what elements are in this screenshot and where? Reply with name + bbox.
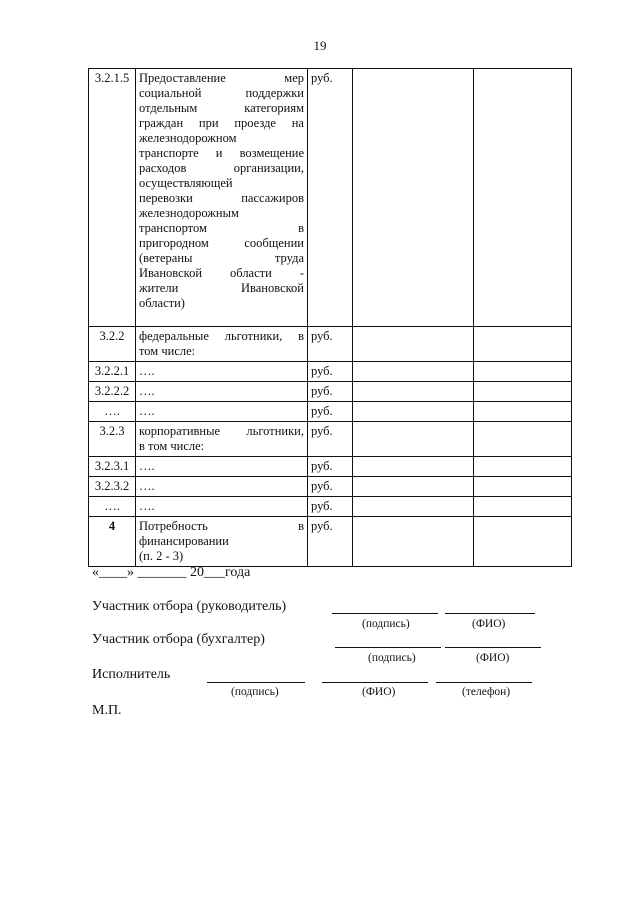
row-code: 3.2.2.2: [89, 382, 136, 402]
empty-cell: [474, 402, 572, 422]
row-unit: руб.: [308, 382, 353, 402]
empty-cell: [353, 422, 474, 457]
row-description: ….: [136, 457, 308, 477]
fio-caption: (ФИО): [476, 652, 510, 664]
fio-caption: (ФИО): [472, 618, 506, 630]
table-row: [89, 457, 572, 477]
empty-cell: [474, 477, 572, 497]
row-description: ….: [136, 382, 308, 402]
date-line: «____» _______ 20___года: [92, 565, 251, 580]
table-row: [89, 382, 572, 402]
fio-line: [445, 647, 541, 648]
signature-caption: (подпись): [362, 618, 410, 630]
empty-cell: [353, 402, 474, 422]
row-unit: руб.: [308, 477, 353, 497]
empty-cell: [353, 457, 474, 477]
table-row: [89, 497, 572, 517]
row-unit: руб.: [308, 402, 353, 422]
table-row: [89, 402, 572, 422]
row-code: 3.2.1.5: [89, 69, 136, 327]
empty-cell: [353, 327, 474, 362]
participant-head-label: Участник отбора (руководитель): [92, 599, 287, 614]
empty-cell: [353, 517, 474, 567]
empty-cell: [353, 362, 474, 382]
row-description: Предоставление мер социальной поддержки отдельным категориям граждан при проезде на железнодорожном транспорте и возмещение расходов организации, осуществляющей перевозки пассажиров железнодорожным транспортом в пригородном сообщении (ветераны труда Ивановской области - жители Ивановской области): [136, 69, 308, 327]
signature-caption: (подпись): [368, 652, 416, 664]
row-unit: руб.: [308, 457, 353, 477]
table-row: [89, 517, 572, 567]
table-row: [89, 69, 572, 327]
fio-line: [322, 682, 428, 683]
empty-cell: [474, 457, 572, 477]
page-number: 19: [313, 38, 327, 53]
row-code: ….: [89, 497, 136, 517]
empty-cell: [353, 477, 474, 497]
row-code: 3.2.3.1: [89, 457, 136, 477]
row-code: 3.2.3.2: [89, 477, 136, 497]
row-unit: руб.: [308, 362, 353, 382]
row-code: 4: [89, 517, 136, 567]
stamp-label: М.П.: [92, 703, 122, 718]
table-row: [89, 477, 572, 497]
empty-cell: [474, 327, 572, 362]
row-unit: руб.: [308, 422, 353, 457]
row-unit: руб.: [308, 517, 353, 567]
signature-caption: (подпись): [231, 686, 279, 698]
empty-cell: [474, 517, 572, 567]
empty-cell: [353, 69, 474, 327]
empty-cell: [474, 362, 572, 382]
empty-cell: [474, 69, 572, 327]
row-description: ….: [136, 477, 308, 497]
participant-accountant-label: Участник отбора (бухгалтер): [92, 632, 265, 647]
table-row: [89, 362, 572, 382]
table-row: [89, 422, 572, 457]
row-code: 3.2.2: [89, 327, 136, 362]
row-description: корпоративные льготники, в том числе:: [136, 422, 308, 457]
row-unit: руб.: [308, 69, 353, 327]
empty-cell: [474, 497, 572, 517]
row-description: ….: [136, 497, 308, 517]
row-description: ….: [136, 362, 308, 382]
row-description: федеральные льготники, в том числе:: [136, 327, 308, 362]
empty-cell: [474, 422, 572, 457]
data-table: [88, 68, 572, 567]
empty-cell: [353, 382, 474, 402]
fio-line: [445, 613, 535, 614]
row-description: ….: [136, 402, 308, 422]
row-code: 3.2.2.1: [89, 362, 136, 382]
row-unit: руб.: [308, 327, 353, 362]
phone-line: [436, 682, 532, 683]
phone-caption: (телефон): [462, 686, 511, 698]
empty-cell: [474, 382, 572, 402]
fio-caption: (ФИО): [362, 686, 396, 698]
table-row: [89, 327, 572, 362]
row-description: Потребность в финансировании (п. 2 - 3): [136, 517, 308, 567]
empty-cell: [353, 497, 474, 517]
signature-line: [332, 613, 438, 614]
signature-line: [207, 682, 305, 683]
row-code: ….: [89, 402, 136, 422]
row-unit: руб.: [308, 497, 353, 517]
executor-label: Исполнитель: [92, 667, 171, 682]
row-code: 3.2.3: [89, 422, 136, 457]
signature-line: [335, 647, 441, 648]
